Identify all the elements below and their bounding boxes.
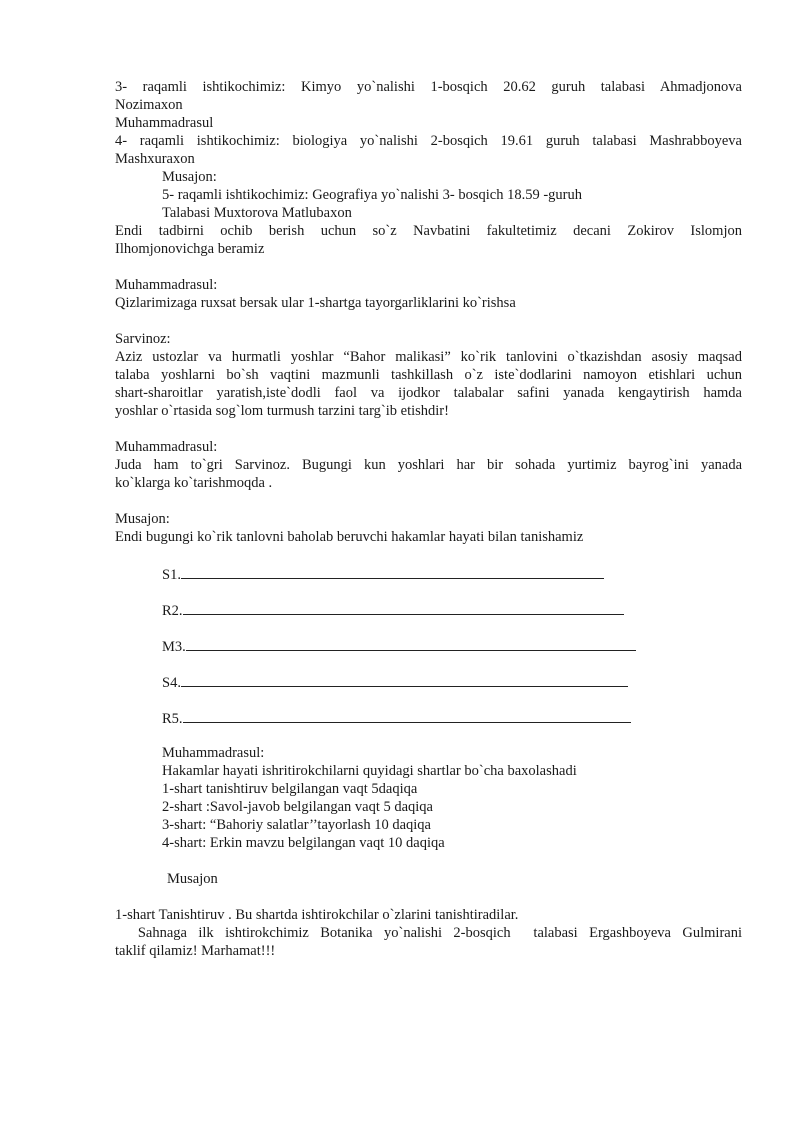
participant-3-line1: 3- raqamli ishtikochimiz: Kimyo yo`nalishi 1-bosqich 20.62 guruh talabasi Ahmadjonova	[115, 79, 742, 95]
closing-line1: 1-shart Tanishtiruv . Bu shartda ishtirokchilar o`zlarini tanishtiradilar.	[115, 907, 519, 923]
judge-blank-line	[181, 672, 628, 687]
speaker-muhammadrasul: Muhammadrasul:	[115, 277, 218, 293]
paragraph-line: talaba yoshlarni bo`sh vaqtini mazmunli tashkillash o`z iste`dodlarini namoyon etishlari uchun	[115, 367, 742, 383]
block1-text: Qizlarimizaga ruxsat bersak ular 1-shartga tayorgarliklarini ko`rishsa	[115, 295, 516, 311]
paragraph-line: yoshlar o`rtasida sog`lom turmush tarzini targ`ib etishdir!	[115, 403, 449, 419]
judge-field	[115, 708, 742, 726]
judge-field	[115, 636, 742, 654]
closing-line2: Sahnaga ilk ishtirokchimiz Botanika yo`nalishi 2-bosqich talabasi Ergashboyeva Gulmirani	[115, 925, 743, 941]
speaker-muhammadrasul: Muhammadrasul:	[162, 745, 265, 761]
judge-field	[115, 600, 742, 618]
dean-intro-line2: Ilhomjonovichga beramiz	[115, 241, 265, 257]
judge-label: S4.	[162, 675, 181, 691]
judge-label: M3.	[162, 639, 186, 655]
participant-5-line1: 5- raqamli ishtikochimiz: Geografiya yo`nalishi 3- bosqich 18.59 -guruh	[162, 187, 583, 203]
participant-3-line2: Nozimaxon	[115, 97, 183, 113]
rules-intro: Hakamlar hayati ishritirokchilarni quyidagi shartlar bo`cha baxolashadi	[162, 763, 577, 779]
rule-item: 1-shart tanishtiruv belgilangan vaqt 5daqiqa	[162, 781, 418, 797]
block4-text: Endi bugungi ko`rik tanlovni baholab beruvchi hakamlar hayati bilan tanishamiz	[115, 529, 584, 545]
speaker-musajon: Musajon:	[162, 169, 217, 185]
spacer	[115, 312, 742, 330]
host-name: Muhammadrasul	[115, 115, 214, 131]
judge-blank-line	[183, 600, 624, 615]
dean-intro-line1: Endi tadbirni ochib berish uchun so`z Navbatini fakultetimiz decani Zokirov Islomjon	[115, 223, 742, 239]
judge-label: R5.	[162, 711, 183, 727]
rule-item: 4-shart: Erkin mavzu belgilangan vaqt 10 daqiqa	[162, 835, 445, 851]
judge-blank-line	[183, 708, 631, 723]
speaker-muhammadrasul: Muhammadrasul:	[115, 439, 218, 455]
paragraph-line: shart-sharoitlar yaratish,iste`dodli faol va ijodkor talabalar safini yanada kengaytirish hamda	[115, 385, 742, 401]
judge-field	[115, 564, 742, 582]
rule-item: 3-shart: “Bahoriy salatlar’’tayorlash 10 daqiqa	[162, 817, 431, 833]
speaker-musajon: Musajon:	[115, 511, 170, 527]
spacer	[115, 492, 742, 510]
judge-label: R2.	[162, 603, 183, 619]
participant-5-line2: Talabasi Muxtorova Matlubaxon	[162, 205, 352, 221]
rule-item: 2-shart :Savol-javob belgilangan vaqt 5 daqiqa	[162, 799, 433, 815]
spacer	[115, 420, 742, 438]
paragraph-line: Aziz ustozlar va hurmatli yoshlar “Bahor malikasi” ko`rik tanlovini o`tkazishdan asosiy maqsad	[115, 349, 742, 365]
judge-blank-line	[181, 564, 604, 579]
paragraph-line: Juda ham to`gri Sarvinoz. Bugungi kun yoshlari har bir sohada yurtimiz bayrog`ini yanada	[115, 457, 742, 473]
spacer	[115, 852, 742, 870]
document-page	[115, 78, 742, 960]
judge-label: S1.	[162, 567, 181, 583]
judge-blank-line	[186, 636, 636, 651]
participant-4-line1: 4- raqamli ishtikochimiz: biologiya yo`nalishi 2-bosqich 19.61 guruh talabasi Mashrabboyeva	[115, 133, 742, 149]
speaker-sarvinoz: Sarvinoz:	[115, 331, 171, 347]
spacer	[115, 258, 742, 276]
spacer	[115, 546, 742, 564]
closing-line3: taklif qilamiz! Marhamat!!!	[115, 943, 276, 959]
spacer	[115, 888, 742, 906]
judge-field	[115, 672, 742, 690]
speaker-musajon: Musajon	[167, 871, 218, 887]
participant-4-line2: Mashxuraxon	[115, 151, 195, 167]
paragraph-line: ko`klarga ko`tarishmoqda .	[115, 475, 273, 491]
